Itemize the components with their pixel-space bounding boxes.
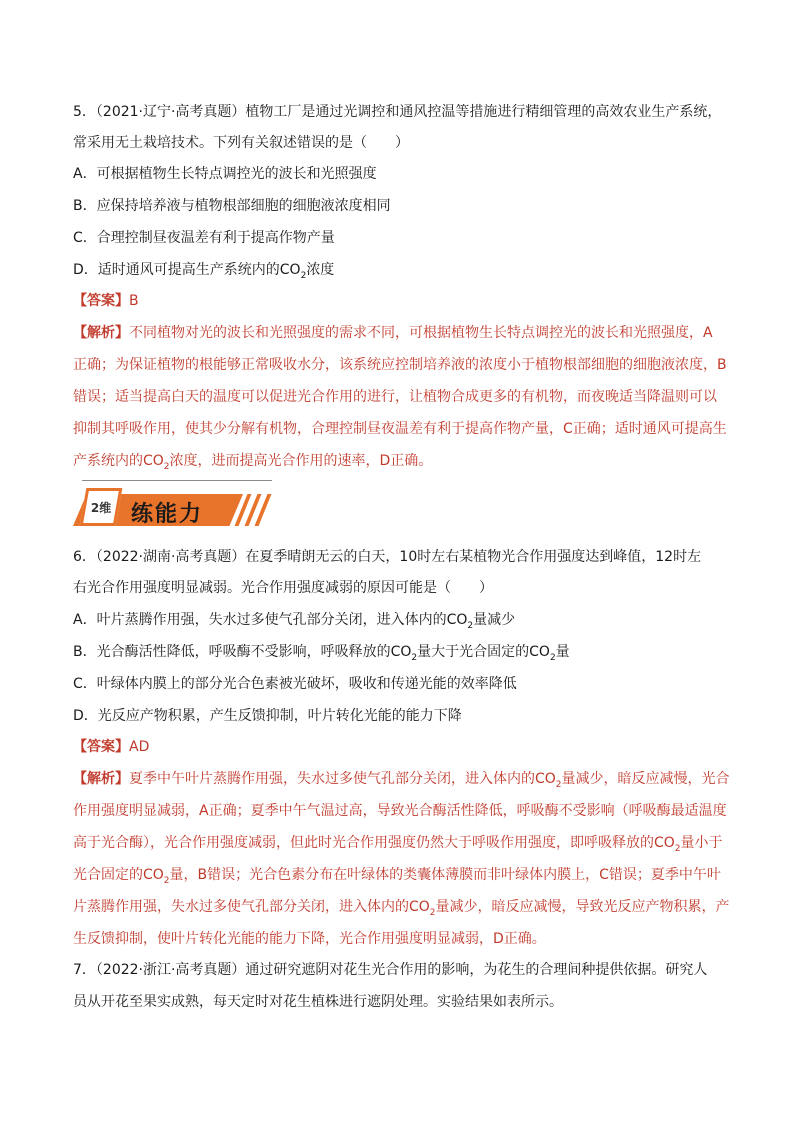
text: 光合固定的CO bbox=[73, 867, 164, 883]
subscript: 2 bbox=[163, 875, 170, 886]
q5-analysis-line-3: 错误；适当提高白天的温度可以促进光合作用的进行，让植物合成更多的有机物，而夜晚适当降温则可以 bbox=[73, 389, 717, 405]
q5-answer bbox=[73, 291, 734, 311]
q6-stem-line-2: 右光合作用强度明显减弱。光合作用强度减弱的原因可能是（ ） bbox=[73, 580, 493, 596]
analysis-tag: 【解析】 bbox=[73, 325, 129, 341]
text: A．叶片蒸腾作用强，失水过多使气孔部分关闭，进入体内的CO bbox=[73, 612, 468, 628]
text: 量减少 bbox=[473, 612, 516, 628]
subscript: 2 bbox=[411, 652, 418, 663]
text: 量，B错误；光合色素分布在叶绿体的类囊体薄膜而非叶绿体内膜上，C错误；夏季中午叶 bbox=[169, 867, 721, 883]
text: 片蒸腾作用强，失水过多使气孔部分关闭，进入体内的CO bbox=[73, 899, 430, 915]
text: 量减少，暗反应减慢，导致光反应产物积累，产 bbox=[435, 899, 730, 915]
subscript: 2 bbox=[674, 843, 681, 854]
q6-option-c: C．叶绿体内膜上的部分光合色素被光破坏，吸收和传递光能的效率降低 bbox=[73, 676, 517, 692]
q6-analysis-line-1 bbox=[73, 769, 734, 789]
subscript: 2 bbox=[555, 779, 562, 790]
text: 产系统内的CO bbox=[73, 453, 164, 469]
q5-analysis-line-2: 正确；为保证植物的根能够正常吸收水分，该系统应控制培养液的浓度小于植物根部细胞的细胞液浓度，B bbox=[73, 357, 727, 373]
q6-option-a bbox=[73, 610, 734, 630]
text: 夏季中午叶片蒸腾作用强，失水过多使气孔部分关闭，进入体内的CO bbox=[129, 771, 556, 787]
text: 浓度，进而提高光合作用的速率，D正确。 bbox=[169, 453, 433, 469]
text: B．光合酶活性降低，呼吸酶不受影响，呼吸释放的CO bbox=[73, 644, 412, 660]
text: 浓度 bbox=[306, 262, 335, 278]
q6-analysis-line-3 bbox=[73, 833, 734, 853]
q6-analysis-line-6: 生反馈抑制，使叶片转化光能的能力下降，光合作用强度明显减弱，D正确。 bbox=[73, 931, 546, 947]
subscript: 2 bbox=[549, 652, 556, 663]
text: 量小于 bbox=[680, 835, 723, 851]
answer-tag: 【答案】 bbox=[73, 293, 129, 309]
text: 高于光合酶），光合作用强度减弱，但此时光合作用强度仍然大于呼吸作用强度，即呼吸释放的CO bbox=[73, 835, 675, 851]
q5-option-c: C．合理控制昼夜温差有利于提高作物产量 bbox=[73, 230, 335, 246]
answer-value: AD bbox=[129, 739, 150, 755]
q6-stem-line-1: 6．（2022·湖南·高考真题）在夏季晴朗无云的白天，10时左右某植物光合作用强度达到峰值，12时左 bbox=[73, 549, 702, 565]
text: 量大于光合固定的CO bbox=[417, 644, 550, 660]
q5-stem-line-2: 常采用无土栽培技术。下列有关叙述错误的是（ ） bbox=[73, 135, 409, 151]
q7-stem-line-2: 员从开花至果实成熟，每天定时对花生植株进行遮阴处理。实验结果如表所示。 bbox=[73, 994, 563, 1010]
analysis-tag: 【解析】 bbox=[73, 771, 129, 787]
q5-analysis-line-1 bbox=[73, 323, 734, 343]
subscript: 2 bbox=[163, 461, 170, 472]
q6-answer bbox=[73, 737, 734, 757]
answer-value: B bbox=[129, 293, 139, 309]
section-title: 练能力 bbox=[131, 502, 204, 527]
text: 不同植物对光的波长和光照强度的需求不同，可根据植物生长特点调控光的波长和光照强度，A bbox=[129, 325, 713, 341]
text: 量减少，暗反应减慢，光合 bbox=[561, 771, 730, 787]
q5-analysis-line-4: 抑制其呼吸作用，使其少分解有机物，合理控制昼夜温差有利于提高作物产量，C正确；适时通风可提高生 bbox=[73, 421, 727, 437]
text: D．适时通风可提高生产系统内的CO bbox=[73, 262, 301, 278]
q5-stem-line-1: 5．（2021·辽宁·高考真题）植物工厂是通过光调控和通风控温等措施进行精细管理的高效农业生产系统， bbox=[73, 104, 722, 120]
q6-analysis-line-2: 作用强度明显减弱，A正确；夏季中午气温过高，导致光合酶活性降低，呼吸酶不受影响（呼吸酶最适温度 bbox=[73, 803, 727, 819]
q5-option-d bbox=[73, 260, 734, 280]
subscript: 2 bbox=[300, 270, 307, 281]
q6-analysis-line-4 bbox=[73, 865, 734, 885]
q5-option-a: A．可根据植物生长特点调控光的波长和光照强度 bbox=[73, 166, 377, 182]
q6-option-b bbox=[73, 642, 734, 662]
q6-analysis-line-5 bbox=[73, 897, 734, 917]
q5-option-b: B．应保持培养液与植物根部细胞的细胞液浓度相同 bbox=[73, 198, 391, 214]
section-badge bbox=[80, 488, 123, 526]
subscript: 2 bbox=[467, 620, 474, 631]
q5-analysis-line-5 bbox=[73, 451, 734, 471]
subscript: 2 bbox=[429, 907, 436, 918]
section-banner bbox=[73, 480, 273, 530]
badge-label: 2维 bbox=[90, 500, 112, 515]
answer-tag: 【答案】 bbox=[73, 739, 129, 755]
q6-option-d: D．光反应产物积累，产生反馈抑制，叶片转化光能的能力下降 bbox=[73, 708, 462, 724]
text: 量 bbox=[555, 644, 570, 660]
q7-stem-line-1: 7．（2022·浙江·高考真题）通过研究遮阴对花生光合作用的影响，为花生的合理间种提供依据。研究人 bbox=[73, 962, 708, 978]
